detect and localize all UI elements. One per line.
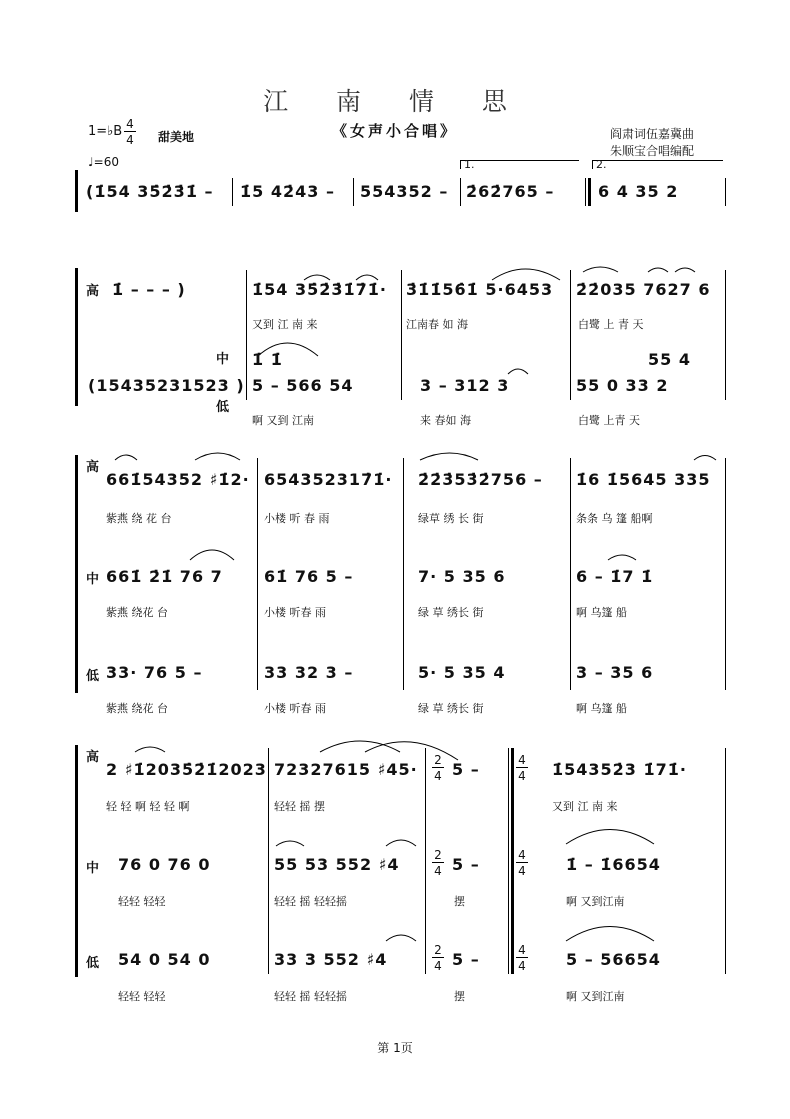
s4-high-m3: 5 – bbox=[452, 760, 480, 779]
s3-lyric-mid-m1: 紫燕 绕花 台 bbox=[106, 606, 168, 619]
time-change-num: 2 bbox=[434, 848, 442, 862]
s3-lyric-low-m1: 紫燕 绕花 台 bbox=[106, 702, 168, 715]
part-label-high: 高 bbox=[86, 460, 100, 475]
slur bbox=[566, 830, 654, 845]
s4-mid-m3: 5 – bbox=[452, 855, 480, 874]
s4-lyric-low-m2: 轻轻 摇 轻轻摇 bbox=[274, 990, 347, 1003]
s4-lyric-low-m1: 轻轻 轻轻 bbox=[118, 990, 166, 1003]
s3-mid-m2: 61̇ 76 5 – bbox=[264, 567, 354, 586]
credit-arranger: 朱顺宝合唱编配 bbox=[610, 144, 695, 158]
time-change-den: 4 bbox=[518, 864, 526, 878]
s2-high-m1: 1̇54 35̇2̇3̇1̇7̇1̇· bbox=[252, 280, 387, 299]
s3-lyric-low-m3: 绿 草 绣长 街 bbox=[418, 702, 484, 715]
slur bbox=[508, 369, 528, 374]
slur bbox=[694, 456, 716, 461]
part-label-mid: 中 bbox=[216, 352, 230, 367]
s2-lyric-high-m2: 江南春 如 海 bbox=[406, 318, 468, 331]
s4-lyric-mid-m2: 轻轻 摇 轻轻摇 bbox=[274, 895, 347, 908]
s1-measure-5: 6 4 35 2 bbox=[598, 182, 679, 201]
s4-low-m1: 54 0 54 0 bbox=[118, 950, 211, 969]
slur bbox=[420, 453, 478, 460]
slur bbox=[365, 742, 458, 760]
time-change-line bbox=[432, 862, 444, 863]
s4-lyric-low-m4: 啊 又到江南 bbox=[566, 990, 625, 1003]
slur bbox=[566, 927, 654, 942]
s2-low-m1: 5 – 566 54 bbox=[252, 376, 354, 395]
part-label-high: 高 bbox=[86, 284, 100, 299]
s2-lyric-high-m1: 又到 江 南 来 bbox=[252, 318, 318, 331]
s3-lyric-low-m4: 啊 乌篷 船 bbox=[576, 702, 627, 715]
s2-low-m3: 55 0 33 2 bbox=[576, 376, 669, 395]
key-signature: 1=♭B bbox=[88, 124, 123, 139]
time-signature-numerator: 4 bbox=[126, 117, 134, 131]
s1-measure-2: 1̇5 42̇43 – bbox=[240, 182, 335, 201]
time-change-num: 2 bbox=[434, 753, 442, 767]
time-change-line bbox=[516, 957, 528, 958]
time-change-den: 4 bbox=[434, 769, 442, 783]
time-change-line bbox=[516, 862, 528, 863]
s3-mid-m1: 661̇ 2̇1̇ 76 7 bbox=[106, 567, 223, 586]
s1-measure-4: 2̇62̇765 – bbox=[466, 182, 555, 201]
s4-low-m4: 5 – 56654 bbox=[566, 950, 661, 969]
s4-lyric-low-m3: 摆 bbox=[454, 990, 465, 1003]
time-change-num: 4 bbox=[518, 943, 526, 957]
score-subtitle: 《女声小合唱》 bbox=[331, 122, 458, 140]
s3-lyric-high-m1: 紫燕 绕 花 台 bbox=[106, 512, 172, 525]
s3-low-m2: 33 32 3 – bbox=[264, 663, 354, 682]
s4-lyric-mid-m3: 摆 bbox=[454, 895, 465, 908]
slur bbox=[386, 935, 416, 941]
time-change-line bbox=[516, 767, 528, 768]
s2-lyric-low-m2: 来 春如 海 bbox=[420, 414, 471, 427]
slur bbox=[320, 741, 400, 752]
s2-high-m2: 3̇1̇1̇56̇1̇ 5·6453 bbox=[406, 280, 554, 299]
time-change-num: 4 bbox=[518, 753, 526, 767]
slur bbox=[195, 453, 240, 460]
s3-high-m4: 1̇6 1̇5645 335 bbox=[576, 470, 711, 489]
page-number: 第 1页 bbox=[377, 1041, 413, 1055]
slur bbox=[583, 267, 618, 272]
s3-lyric-low-m2: 小楼 听春 雨 bbox=[264, 702, 326, 715]
s3-high-m3: 2̇2̇3̇53̇2̇756 – bbox=[418, 470, 543, 489]
s2-lyric-low-m1: 啊 又到 江南 bbox=[252, 414, 314, 427]
s4-high-m4: 1̇54352̇3 1̇71̇· bbox=[552, 760, 687, 779]
part-label-low: 低 bbox=[86, 956, 100, 971]
time-change-den: 4 bbox=[518, 769, 526, 783]
tempo-mark: ♩=60 bbox=[88, 155, 119, 169]
part-label-mid: 中 bbox=[86, 861, 100, 876]
s4-mid-m4: 1̇ – 1̇6654 bbox=[566, 855, 661, 874]
s2-mid-m3: 55 4 bbox=[648, 350, 691, 369]
s2-lyric-high-m3: 白鹭 上 青 天 bbox=[578, 318, 644, 331]
slur bbox=[386, 840, 416, 846]
s4-high-m2: 72327615 ♯45· bbox=[274, 760, 418, 779]
s3-high-m2: 654352317̇1̇· bbox=[264, 470, 393, 489]
s2-mid-m1: 1̇ 1̇ bbox=[252, 350, 283, 369]
s3-lyric-high-m3: 绿草 绣 长 街 bbox=[418, 512, 484, 525]
s1-measure-3: 554352 – bbox=[360, 182, 449, 201]
s3-lyric-high-m4: 条条 乌 篷 船啊 bbox=[576, 512, 653, 525]
s4-mid-m2: 55 53 552 ♯4 bbox=[274, 855, 400, 874]
slur bbox=[608, 555, 636, 560]
volta-label-2: 2. bbox=[596, 158, 607, 171]
s3-mid-m4: 6 – 1̇7 1̇ bbox=[576, 567, 654, 586]
s2-low-m2: 3 – 312 3 bbox=[420, 376, 510, 395]
time-change-den: 4 bbox=[434, 864, 442, 878]
s3-low-m4: 3 – 35 6 bbox=[576, 663, 654, 682]
time-change-den: 4 bbox=[434, 959, 442, 973]
s3-lyric-mid-m2: 小楼 听春 雨 bbox=[264, 606, 326, 619]
s4-lyric-high-m4: 又到 江 南 来 bbox=[552, 800, 618, 813]
s4-lyric-mid-m1: 轻轻 轻轻 bbox=[118, 895, 166, 908]
time-change-den: 4 bbox=[518, 959, 526, 973]
slur bbox=[190, 550, 234, 560]
time-change-num: 4 bbox=[518, 848, 526, 862]
slur bbox=[648, 268, 668, 272]
s4-low-m3: 5 – bbox=[452, 950, 480, 969]
expression-mark: 甜美地 bbox=[158, 130, 195, 144]
score-title: 江 南 情 思 bbox=[263, 87, 527, 116]
time-change-num: 2 bbox=[434, 943, 442, 957]
part-label-low: 低 bbox=[86, 669, 100, 684]
s3-lyric-mid-m3: 绿 草 绣长 街 bbox=[418, 606, 484, 619]
time-change-line bbox=[432, 957, 444, 958]
s2-lyric-low-m3: 白鹭 上青 天 bbox=[578, 414, 640, 427]
part-label-high: 高 bbox=[86, 750, 100, 765]
s2-low-intro: (15435231523 ) bbox=[88, 376, 245, 395]
slur bbox=[115, 455, 137, 460]
s4-lyric-mid-m4: 啊 又到江南 bbox=[566, 895, 625, 908]
slur bbox=[492, 269, 560, 280]
part-label-mid: 中 bbox=[86, 572, 100, 587]
volta-label-1: 1. bbox=[464, 158, 475, 171]
s1-measure-1: (1̇54 35̇2̇3̇1̇ – bbox=[86, 182, 214, 201]
time-change-line bbox=[432, 767, 444, 768]
s2-high-m3: 2̇2̇035 7627 6 bbox=[576, 280, 711, 299]
s2-high-intro: 1̇ – – – ) bbox=[112, 280, 186, 299]
s3-low-m3: 5· 5 35 4 bbox=[418, 663, 506, 682]
s4-mid-m1: 76 0 76 0 bbox=[118, 855, 211, 874]
s4-lyric-high-m1: 轻 轻 啊 轻 轻 啊 bbox=[106, 800, 190, 813]
s4-high-m1: 2 ♯1̇2035̇2̇1̇2023 bbox=[106, 760, 267, 779]
slur bbox=[276, 841, 304, 846]
part-label-low: 低 bbox=[216, 400, 230, 415]
credit-composer: 阎肃词伍嘉冀曲 bbox=[610, 127, 695, 141]
slur bbox=[675, 268, 695, 272]
s3-lyric-high-m2: 小楼 听 春 雨 bbox=[264, 512, 330, 525]
time-signature-denominator: 4 bbox=[126, 133, 134, 147]
s4-lyric-high-m2: 轻轻 摇 摆 bbox=[274, 800, 325, 813]
s3-high-m1: 661̇54352 ♯1̇2· bbox=[106, 470, 250, 489]
s3-low-m1: 33· 76 5 – bbox=[106, 663, 203, 682]
s4-low-m2: 33 3 552 ♯4 bbox=[274, 950, 388, 969]
s3-lyric-mid-m4: 啊 乌篷 船 bbox=[576, 606, 627, 619]
slur bbox=[135, 747, 165, 752]
s3-mid-m3: 7· 5 35 6 bbox=[418, 567, 506, 586]
